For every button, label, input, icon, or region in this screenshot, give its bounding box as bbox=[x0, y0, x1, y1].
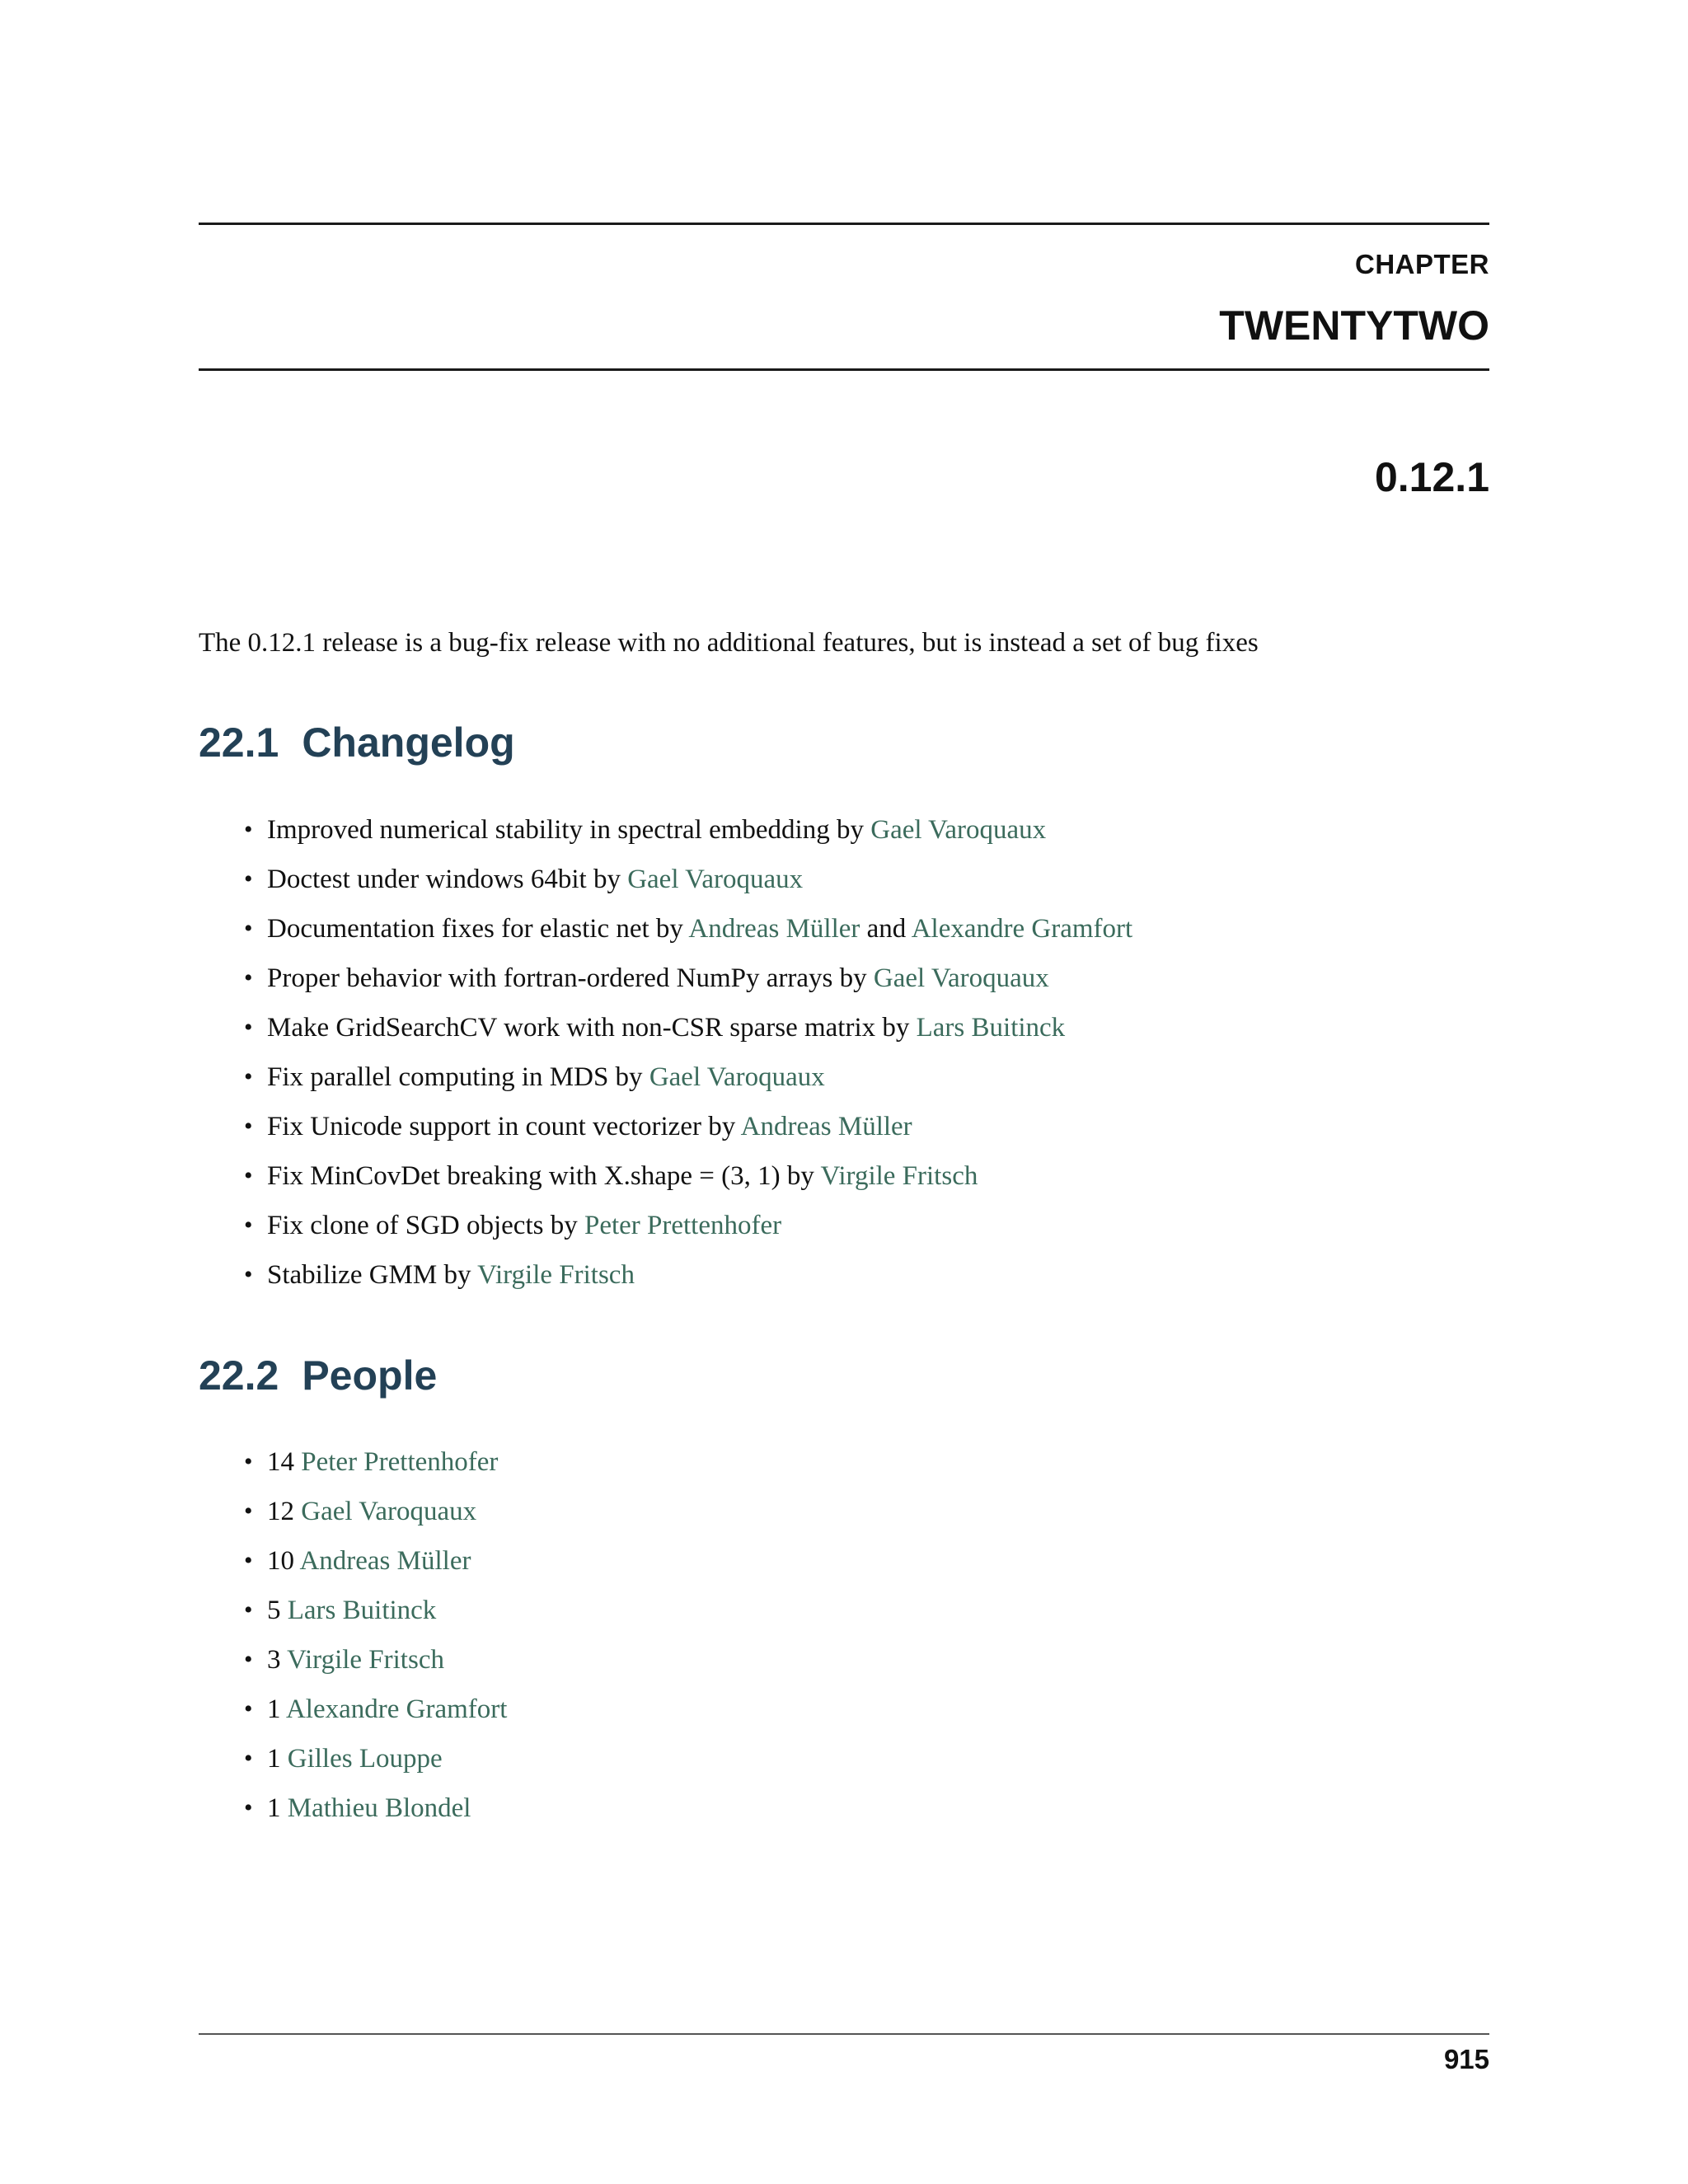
section-number: 22.2 bbox=[199, 1352, 279, 1399]
bullet-icon: • bbox=[244, 1695, 253, 1722]
commit-count: 10 bbox=[267, 1546, 294, 1576]
changelog-item bbox=[244, 909, 1132, 958]
bullet-icon: • bbox=[244, 1497, 253, 1525]
author-link[interactable]: Lars Buitinck bbox=[916, 1013, 1066, 1043]
changelog-item-text: Improved numerical stability in spectral embedding by bbox=[267, 815, 871, 845]
people-list bbox=[244, 1442, 507, 1838]
changelog-item bbox=[244, 1008, 1132, 1057]
author-link[interactable]: Gael Varoquaux bbox=[649, 1062, 825, 1092]
commit-count: 3 bbox=[267, 1645, 281, 1675]
commit-count: 14 bbox=[267, 1447, 294, 1477]
commit-count: 1 bbox=[267, 1694, 281, 1724]
bullet-icon: • bbox=[244, 1212, 253, 1239]
chapter-name: TWENTYTWO bbox=[1219, 302, 1489, 349]
section-heading-people bbox=[199, 1352, 437, 1399]
bullet-icon: • bbox=[244, 1646, 253, 1673]
bullet-icon: • bbox=[244, 1745, 253, 1772]
section-heading-changelog bbox=[199, 719, 515, 766]
author-link[interactable]: Alexandre Gramfort bbox=[285, 1694, 508, 1724]
bullet-icon: • bbox=[244, 964, 253, 991]
author-link[interactable]: Virgile Fritsch bbox=[477, 1260, 635, 1290]
changelog-item bbox=[244, 1156, 1132, 1206]
bullet-icon: • bbox=[244, 1014, 253, 1041]
bullet-icon: • bbox=[244, 1547, 253, 1574]
bullet-icon: • bbox=[244, 1596, 253, 1624]
page-title: 0.12.1 bbox=[1374, 454, 1489, 500]
changelog-item-text: Make GridSearchCV work with non-CSR sparse matrix by bbox=[267, 1013, 917, 1043]
changelog-item bbox=[244, 1206, 1132, 1255]
changelog-item-text: Fix MinCovDet breaking with X.shape = (3, 1) by bbox=[267, 1161, 821, 1191]
page-number: 915 bbox=[1443, 2044, 1489, 2074]
changelog-item-text: Fix Unicode support in count vectorizer by bbox=[267, 1112, 741, 1141]
people-item bbox=[244, 1739, 507, 1788]
changelog-item bbox=[244, 1057, 1132, 1107]
author-link[interactable]: Peter Prettenhofer bbox=[584, 1211, 782, 1240]
bullet-icon: • bbox=[244, 865, 253, 893]
author-link[interactable]: Mathieu Blondel bbox=[287, 1793, 471, 1823]
bullet-icon: • bbox=[244, 1794, 253, 1821]
changelog-item bbox=[244, 958, 1132, 1008]
author-link[interactable]: Andreas Müller bbox=[299, 1546, 471, 1576]
footer-rule bbox=[199, 2033, 1489, 2035]
author-link[interactable]: Alexandre Gramfort bbox=[911, 914, 1133, 944]
author-link[interactable]: Gilles Louppe bbox=[287, 1744, 443, 1774]
intro-paragraph: The 0.12.1 release is a bug-fix release with no additional features, but is instead a set of bug fixes bbox=[199, 628, 1259, 658]
bullet-icon: • bbox=[244, 1113, 253, 1140]
commit-count: 1 bbox=[267, 1793, 281, 1823]
commit-count: 5 bbox=[267, 1596, 281, 1625]
changelog-list bbox=[244, 810, 1132, 1305]
commit-count: 12 bbox=[267, 1497, 294, 1526]
bullet-icon: • bbox=[244, 1063, 253, 1090]
changelog-item bbox=[244, 1255, 1132, 1305]
author-link[interactable]: Virgile Fritsch bbox=[820, 1161, 978, 1191]
chapter-label: CHAPTER bbox=[1354, 249, 1489, 279]
bullet-icon: • bbox=[244, 816, 253, 843]
section-title: People bbox=[302, 1352, 438, 1399]
author-link[interactable]: Gael Varoquaux bbox=[873, 963, 1049, 993]
author-link[interactable]: Andreas Müller bbox=[688, 914, 860, 944]
author-link[interactable]: Gael Varoquaux bbox=[301, 1497, 477, 1526]
people-item bbox=[244, 1788, 507, 1838]
changelog-item-text: Documentation fixes for elastic net by bbox=[267, 914, 689, 944]
people-item bbox=[244, 1492, 507, 1541]
author-link[interactable]: Gael Varoquaux bbox=[627, 865, 804, 894]
author-link[interactable]: Peter Prettenhofer bbox=[301, 1447, 499, 1477]
changelog-item bbox=[244, 810, 1132, 860]
changelog-item-text: Proper behavior with fortran-ordered NumPy arrays by bbox=[267, 963, 874, 993]
section-title: Changelog bbox=[302, 719, 515, 766]
people-item bbox=[244, 1541, 507, 1591]
bullet-icon: • bbox=[244, 915, 253, 942]
bullet-icon: • bbox=[244, 1261, 253, 1288]
author-link[interactable]: Andreas Müller bbox=[740, 1112, 912, 1141]
changelog-item-text: Doctest under windows 64bit by bbox=[267, 865, 628, 894]
chapter-top-rule bbox=[199, 223, 1489, 225]
bullet-icon: • bbox=[244, 1162, 253, 1189]
author-link[interactable]: Lars Buitinck bbox=[287, 1596, 437, 1625]
author-link[interactable]: Virgile Fritsch bbox=[287, 1645, 444, 1675]
bullet-icon: • bbox=[244, 1448, 253, 1475]
changelog-item-text: Fix parallel computing in MDS by bbox=[267, 1062, 649, 1092]
changelog-joiner: and bbox=[860, 914, 912, 944]
changelog-item-text: Stabilize GMM by bbox=[267, 1260, 478, 1290]
chapter-bottom-rule bbox=[199, 368, 1489, 371]
changelog-item bbox=[244, 1107, 1132, 1156]
commit-count: 1 bbox=[267, 1744, 281, 1774]
changelog-item bbox=[244, 860, 1132, 909]
people-item bbox=[244, 1442, 507, 1492]
changelog-item-text: Fix clone of SGD objects by bbox=[267, 1211, 584, 1240]
section-number: 22.1 bbox=[199, 719, 279, 766]
people-item bbox=[244, 1690, 507, 1739]
people-item bbox=[244, 1591, 507, 1640]
people-item bbox=[244, 1640, 507, 1690]
author-link[interactable]: Gael Varoquaux bbox=[870, 815, 1047, 845]
